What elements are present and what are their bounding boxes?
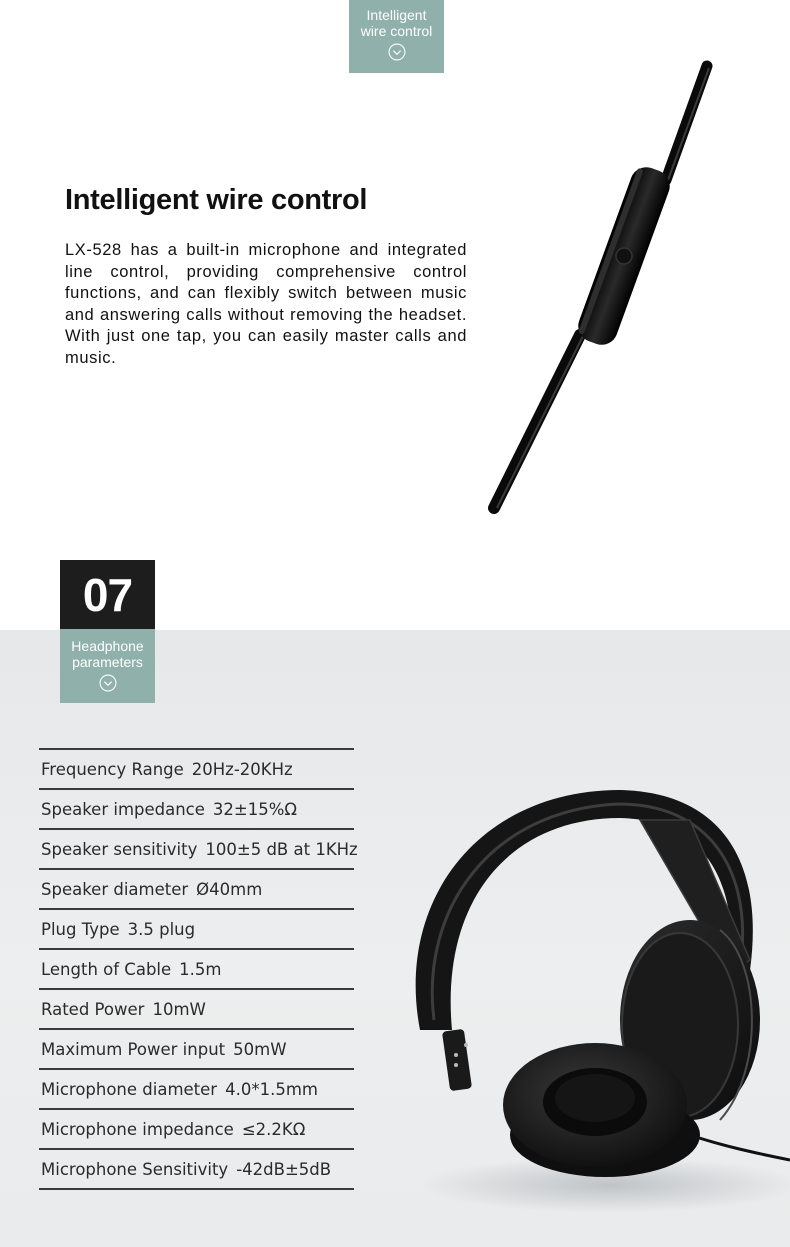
- section-title: Intelligent wire control: [65, 184, 368, 216]
- spec-value: 10mW: [152, 1000, 206, 1019]
- wire-control-cable-image: [470, 50, 730, 520]
- spec-row: [39, 1028, 354, 1068]
- spec-label: Microphone impedance: [41, 1120, 234, 1139]
- spec-row: [39, 868, 354, 908]
- tag-line-1: Intelligent: [366, 7, 427, 23]
- section-description: LX-528 has a built-in microphone and integrated line control, providing comprehensive control functions, and can flexibly switch between music and answering calls without removing the headset. With just one tap, you can easily master calls and music.: [65, 241, 467, 367]
- spec-list: [39, 748, 358, 1190]
- spec-value: 100±5 dB at 1KHz: [205, 840, 358, 859]
- tag-line-1: Headphone: [71, 638, 144, 654]
- spec-row: [39, 828, 358, 868]
- spec-label: Frequency Range: [41, 760, 184, 779]
- spec-label: Length of Cable: [41, 960, 172, 979]
- spec-value: -42dB±5dB: [236, 1160, 332, 1179]
- spec-value: Ø40mm: [196, 880, 263, 899]
- spec-row: [39, 1068, 354, 1108]
- spec-value: 1.5m: [179, 960, 222, 979]
- tag-line-2: parameters: [72, 654, 143, 670]
- spec-value: ≤2.2KΩ: [241, 1120, 306, 1139]
- spec-value: 3.5 plug: [127, 920, 196, 939]
- spec-row: [39, 748, 354, 788]
- spec-label: Speaker sensitivity: [41, 840, 198, 859]
- headphone-parameters-tag[interactable]: [60, 629, 155, 703]
- spec-value: 20Hz-20KHz: [191, 760, 293, 779]
- tag-line-2: wire control: [360, 23, 433, 39]
- spec-row: [39, 948, 354, 988]
- wire-control-tag[interactable]: [349, 0, 444, 73]
- spec-label: Plug Type: [41, 920, 120, 939]
- spec-label: Microphone diameter: [41, 1080, 218, 1099]
- spec-label: Rated Power: [41, 1000, 145, 1019]
- spec-value: 4.0*1.5mm: [225, 1080, 318, 1099]
- spec-value: 32±15%Ω: [212, 800, 298, 819]
- spec-label: Speaker impedance: [41, 800, 205, 819]
- spec-row: [39, 1148, 354, 1190]
- spec-row: [39, 988, 354, 1028]
- spec-label: Microphone Sensitivity: [41, 1160, 229, 1179]
- spec-label: Maximum Power input: [41, 1040, 226, 1059]
- chevron-circle-down-icon: [99, 674, 117, 692]
- spec-row: [39, 908, 354, 948]
- spec-value: 50mW: [233, 1040, 287, 1059]
- section-number: 07: [60, 560, 155, 630]
- spec-row: [39, 1108, 354, 1148]
- spec-label: Speaker diameter: [41, 880, 189, 899]
- spec-row: [39, 788, 354, 828]
- chevron-circle-down-icon: [388, 43, 406, 61]
- headphone-product-image: [390, 780, 790, 1220]
